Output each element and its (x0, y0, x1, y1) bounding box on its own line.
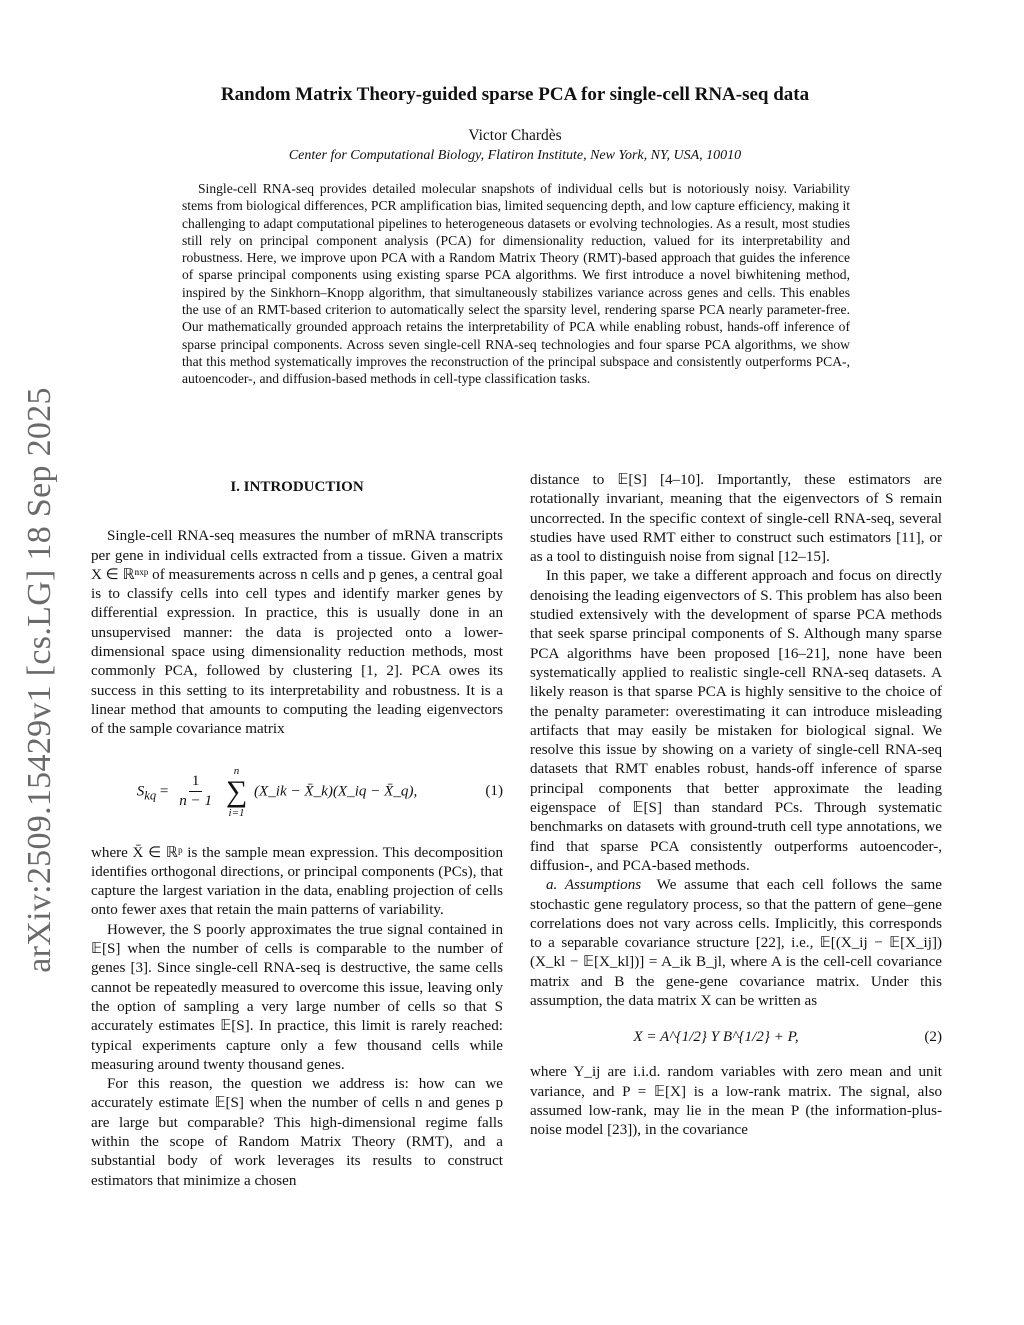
eq1-sum-upper: n (233, 764, 240, 777)
model-paragraph: where Y_ij are i.i.d. random variables with zero mean and unit variance, and P = 𝔼[X] is a low-rank matrix. The signal, also assumed low-rank, may lie in the mean P (the information-plus-noise model [23]), in the covariance (530, 1064, 942, 1139)
arxiv-identifier[interactable] (10, 370, 70, 990)
abstract-text: Single-cell RNA-seq provides detailed molecular snapshots of individual cells but is notoriously noisy. Variability stems from biological differences, PCR amplification bias, limited sequencing depth, and low capture efficiency, making it challenging to adapt computational pipelines to heterogeneous datasets or evolving technologies. As a result, most studies still rely on principal component analysis (PCA) for dimensionality reduction, valued for its interpretability and robustness. Here, we improve upon PCA with a Random Matrix Theory (RMT)-based approach that guides the inference of sparse principal components using existing sparse PCA algorithms. We first introduce a novel biwhitening method, inspired by the Sinkhorn–Knopp algorithm, that simultaneously stabilizes variance across genes and cells. This enables the use of an RMT-based criterion to automatically select the sparsity level, rendering sparse PCA nearly parameter-free. Our mathematically grounded approach retains the interpretability of PCA while enabling robust, hands-off inference of sparse principal components. Across seven single-cell RNA-seq technologies and four sparse PCA algorithms, we show that this method systematically improves the reconstruction of the principal subspace and consistently outperforms PCA-, autoencoder-, and diffusion-based methods in cell-type classification tasks. (182, 181, 850, 387)
eq1-rhs: (X_ik − X̄_k)(X_iq − X̄_q), (253, 783, 418, 800)
intro-paragraph-4: For this reason, the question we address is: how can we accurately estimate 𝔼[S] when the number of cells n and genes p are large but comparable? This high-dimensional regime falls within the scope of Random Matrix Theory (RMT), and a substantial body of work leverages its results to construct estimators that minimize a chosen (91, 1076, 503, 1189)
assumptions-paragraph (530, 876, 942, 1011)
eq1-fraction (176, 772, 215, 812)
eq1-sum-lower: i=1 (228, 806, 245, 819)
equation-1-body (91, 765, 463, 819)
intro-paragraph-6: In this paper, we take a different approach and focus on directly denoising the leading eigenvectors of S. This problem has also been studied extensively with the development of sparse PCA methods that seek sparse principal components of S. Although many sparse PCA algorithms have been proposed [16–21], none have been systematically applied to realistic single-cell RNA-seq datasets. A likely reason is that sparse PCA is highly sensitive to the choice of the penalty parameter: overestimating it can introduce misleading artifacts that may easily be mistaken for biological signal. We resolve this issue by showing on a variety of single-cell RNA-seq datasets that RMT enables robust, hands-off inference of sparse principal components that better approximate the leading eigenspace of 𝔼[S] than standard PCs. Through systematic benchmarks on datasets with ground-truth cell type annotations, we find that sparse PCA consistently outperforms autoencoder-, diffusion-, and PCA-based methods. (530, 568, 942, 874)
author-name: Victor Chardès (468, 127, 562, 144)
arxiv-identifier-text: arXiv:2509.15429v1 [cs.LG] 18 Sep 2025 (21, 387, 58, 973)
eq1-lhs-subscript: kq (144, 788, 157, 803)
eq1-sum-symbol: ∑ (225, 774, 248, 808)
equation-2-body: X = A^{1/2} Y B^{1/2} + P, (633, 1028, 799, 1045)
eq1-fraction-denominator: n − 1 (179, 793, 213, 810)
section-heading-introduction: I. INTRODUCTION (230, 479, 364, 495)
assumptions-run-in-heading: a. Assumptions (546, 877, 642, 894)
eq1-lhs: S (136, 783, 145, 800)
eq1-fraction-numerator: 1 (189, 772, 203, 792)
intro-paragraph-5: distance to 𝔼[S] [4–10]. Importantly, these estimators are rotationally invariant, meaning that the eigenvectors of S remain uncorrected. In the specific context of single-cell RNA-seq, several studies have used RMT either to construct such estimators [11], or as a tool to distinguish noise from signal [12–15]. (530, 472, 942, 566)
equation-2 (530, 1017, 942, 1057)
intro-paragraph-2: where X̄ ∈ ℝᵖ is the sample mean expression. This decomposition identifies orthogonal directions, or principal components (PCs), that capture the largest variation in the data, enabling projection of cells onto fewer axes that retain the main patterns of variability. (91, 844, 503, 919)
intro-paragraph-1: Single-cell RNA-seq measures the number of mRNA transcripts per gene in individual cells extracted from a tissue. Given a matrix X ∈ ℝⁿˣᵖ of measurements across n cells and p genes, a central goal is to classify cells into cell types and identify marker genes by differential expression. In practice, this is usually done in an unsupervised manner: the data is projected onto a lower-dimensional space using dimensionality reduction methods, most commonly PCA, followed by clustering [1, 2]. PCA owes its success in this setting to its interpretability and robustness. It is a linear method that amounts to computing the leading eigenvectors of the sample covariance matrix (91, 528, 503, 738)
equation-1 (91, 746, 503, 838)
equation-1-number: (1) (485, 782, 503, 799)
eq1-equals: = (159, 783, 169, 800)
left-column (91, 478, 503, 1191)
right-column (530, 471, 942, 1141)
author-affiliation: Center for Computational Biology, Flatiron Institute, New York, NY, USA, 10010 (288, 148, 742, 163)
equation-2-number: (2) (924, 1028, 942, 1045)
paper-title: Random Matrix Theory-guided sparse PCA for single-cell RNA-seq data (220, 84, 810, 105)
eq1-summation (226, 765, 247, 819)
assumptions-text: We assume that each cell follows the same stochastic gene regulatory process, so that the pattern of gene–gene correlations does not vary across cells. Implicitly, this corresponds to a separable covariance structure [22], i.e., 𝔼[(X_ij − 𝔼[X_ij])(X_kl − 𝔼[X_kl])] = A_ik B_jl, where A is the cell-cell covariance matrix and B the gene-gene covariance matrix. Under this assumption, the data matrix X can be written as (530, 877, 942, 1010)
intro-paragraph-3: However, the S poorly approximates the true signal contained in 𝔼[S] when the number of cells is comparable to the number of genes [3]. Since single-cell RNA-seq is destructive, the same cells cannot be repeatedly measured to overcome this issue, leaving only the option of sampling a very large number of cells so that S accurately estimates 𝔼[S]. In practice, this limit is rarely reached: typical experiments capture only a few thousand cells while measuring around twenty thousand genes. (91, 921, 503, 1073)
abstract (182, 180, 850, 388)
